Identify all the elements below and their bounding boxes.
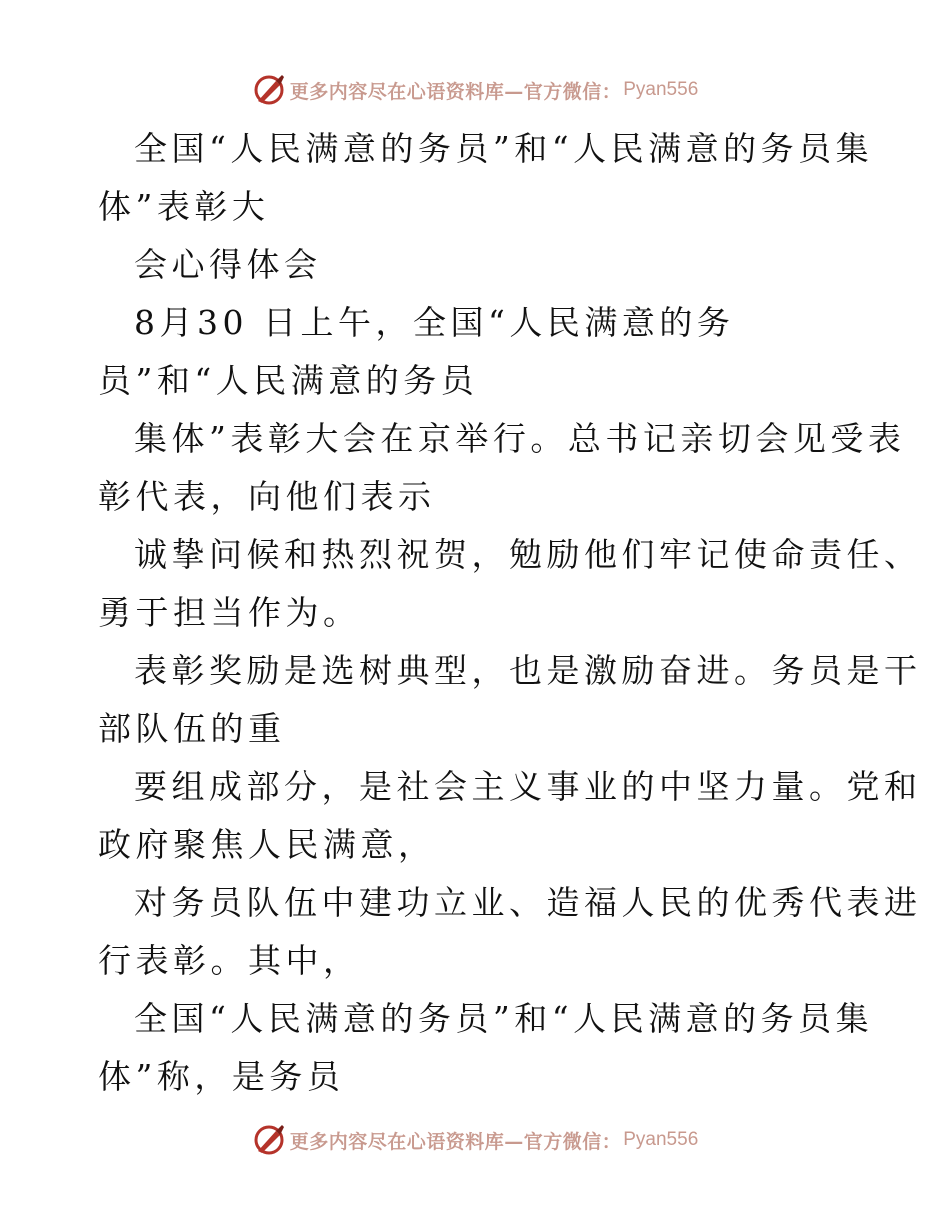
text-line: 勇于担当作为。 (98, 593, 361, 632)
text-line: 会心得体会 (134, 245, 322, 284)
footer-banner-text: 更多内容尽在心语资料库—官方微信： (289, 1130, 622, 1153)
text-line: 行表彰。其中， (98, 941, 361, 980)
text-line: 全国“人民满意的务员”和“人民满意的务员集 (134, 999, 874, 1038)
text-line: 8月30 日上午，全国“人民满意的务 (134, 303, 735, 342)
header-banner (0, 70, 950, 110)
text-line: 部队伍的重 (98, 709, 286, 748)
footer-banner (0, 1120, 950, 1160)
text-line: 彰代表，向他们表示 (98, 477, 436, 516)
text-line: 对务员队伍中建功立业、造福人民的优秀代表进 (134, 883, 922, 922)
text-line: 集体”表彰大会在京举行。总书记亲切会见受表 (134, 419, 906, 458)
text-line: 诚挚问候和热烈祝贺，勉励他们牢记使命责任、 (134, 535, 922, 574)
pen-logo-icon (252, 73, 286, 107)
text-line: 体”表彰大 (98, 187, 270, 226)
header-banner-text: 更多内容尽在心语资料库—官方微信： (289, 80, 622, 103)
pen-logo-icon (252, 1123, 286, 1157)
text-line: 员”和“人民满意的务员 (98, 361, 479, 400)
text-line: 体”称，是务员 (98, 1057, 345, 1096)
text-line: 表彰奖励是选树典型，也是激励奋进。务员是干 (134, 651, 922, 690)
body-text (98, 120, 922, 1106)
text-line: 要组成部分，是社会主义事业的中坚力量。党和 (134, 767, 922, 806)
text-line: 全国“人民满意的务员”和“人民满意的务员集 (134, 129, 874, 168)
footer-banner-id: Pyan556 (623, 1129, 699, 1150)
header-banner-id: Pyan556 (623, 79, 699, 100)
text-line: 政府聚焦人民满意， (98, 825, 436, 864)
